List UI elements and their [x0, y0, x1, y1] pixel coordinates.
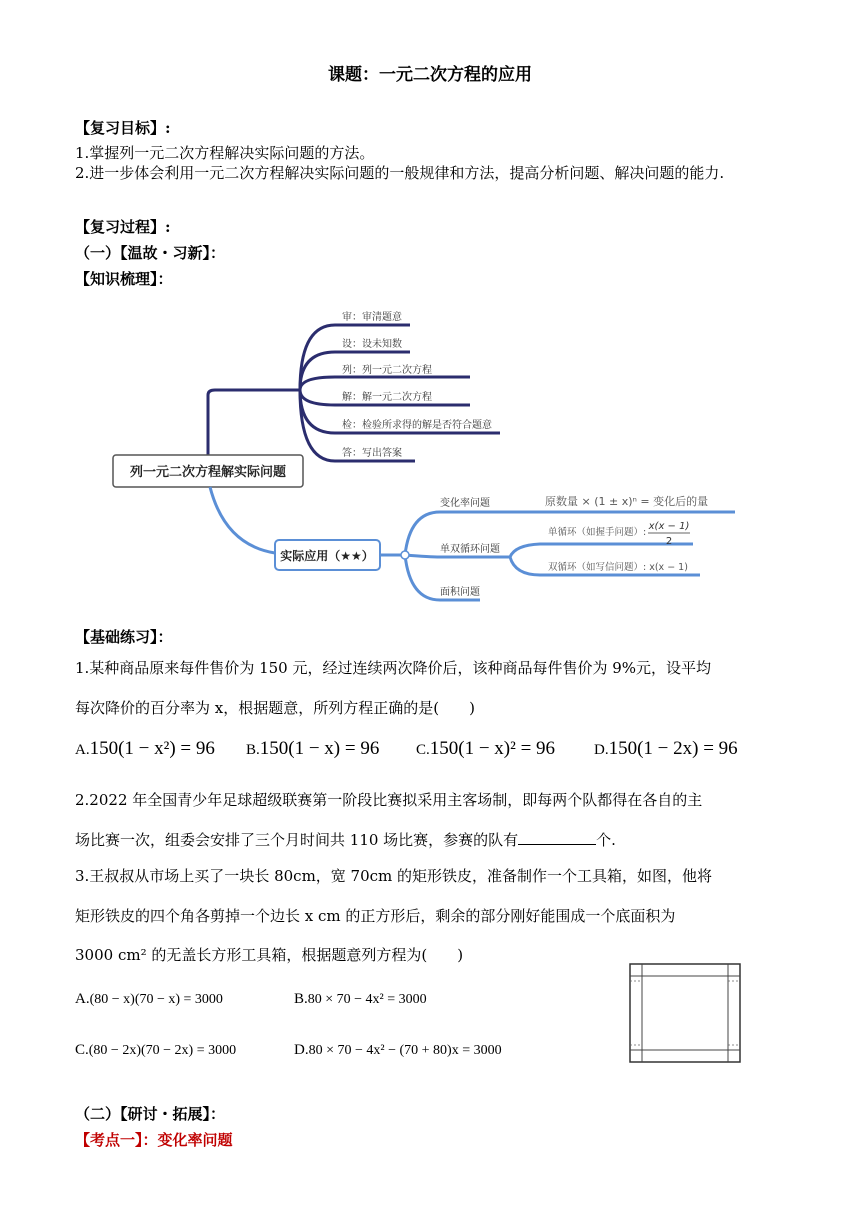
mindmap-root-label: 列一元二次方程解实际问题 [129, 465, 287, 480]
q1-option-d[interactable] [594, 738, 738, 760]
mindmap [0, 295, 860, 615]
q3-text-1: 3.王叔叔从市场上买了一块长 80cm，宽 70cm 的矩形铁皮，准备制作一个工具箱，如图，他将 [75, 867, 713, 885]
q1-option-b-expr: 150(1 − x) = 96 [259, 738, 380, 759]
q3-option-a-label: A. [75, 991, 90, 1007]
q1-option-c[interactable] [416, 738, 555, 760]
q3-option-d-expr: 80 × 70 − 4x² − (70 + 80)x = 3000 [308, 1043, 502, 1058]
mindmap-single-loop-label: 单循环（如握手问题）: [548, 527, 647, 538]
review-goal-heading: 【复习目标】: [75, 119, 171, 137]
q1-option-a[interactable] [75, 738, 215, 760]
q3-option-a[interactable] [75, 989, 223, 1008]
mindmap-branch-area: 面积问题 [440, 587, 480, 598]
kaodian-1: 【考点一】：变化率问题 [75, 1131, 233, 1149]
mindmap-step-lie: 列：列一元二次方程 [342, 365, 432, 376]
goal-1: 1.掌握列一元二次方程解决实际问题的方法。 [75, 144, 375, 162]
knowledge-heading: 【知识梳理】： [75, 270, 173, 288]
goal-2: 2.进一步体会利用一元二次方程解决实际问题的一般规律和方法，提高分析问题、解决问题的能力. [75, 164, 725, 182]
q3-option-a-expr: (80 − x)(70 − x) = 3000 [89, 992, 223, 1007]
mindmap-branch-loop: 单双循环问题 [440, 544, 500, 555]
q1-option-d-expr: 150(1 − 2x) = 96 [608, 738, 738, 759]
mindmap-step-she: 设：设未知数 [342, 339, 402, 350]
q1-text-2: 每次降价的百分率为 x，根据题意，所列方程正确的是( ) [75, 699, 475, 717]
q2-text-1: 2.2022 年全国青少年足球超级联赛第一阶段比赛拟采用主客场制，即每两个队都得在各自的主 [75, 791, 703, 809]
q3-option-d[interactable] [294, 1040, 502, 1059]
q1-option-d-label: D. [594, 742, 609, 758]
mindmap-step-da: 答：写出答案 [342, 448, 402, 459]
q2-text-2 [75, 828, 616, 850]
q3-option-c[interactable] [75, 1040, 236, 1059]
q1-option-a-expr: 150(1 − x²) = 96 [89, 738, 215, 759]
q3-option-b[interactable] [294, 989, 427, 1008]
q2-text-2a: 场比赛一次，组委会安排了三个月时间共 110 场比赛，参赛的队有 [75, 831, 519, 849]
basic-heading: 【基础练习】： [75, 628, 173, 646]
q1-option-c-label: C. [416, 742, 430, 758]
mindmap-step-jian: 检：检验所求得的解是否符合题意 [342, 420, 492, 431]
q1-option-c-expr: 150(1 − x)² = 96 [429, 738, 556, 759]
mindmap-single-loop-denominator: 2 [665, 536, 673, 547]
mindmap-step-jie: 解：解一元二次方程 [342, 392, 432, 403]
mindmap-application-label: 实际应用（★★） [280, 549, 374, 563]
section1-heading: （一）【温故・习新】： [75, 244, 226, 262]
q3-option-d-label: D. [294, 1042, 309, 1058]
q1-text-1: 1.某种商品原来每件售价为 150 元，经过连续两次降价后，该种商品每件售价为 9%元，设平均 [75, 659, 712, 677]
q3-text-2: 矩形铁皮的四个角各剪掉一个边长 x cm 的正方形后，剩余的部分刚好能围成一个底面积为 [75, 907, 676, 925]
q3-option-c-expr: (80 − 2x)(70 − 2x) = 3000 [88, 1043, 237, 1058]
q3-figure [622, 958, 748, 1068]
q1-option-b[interactable] [246, 738, 379, 760]
q3-option-b-label: B. [294, 991, 308, 1007]
section2-heading: （二）【研讨・拓展】： [75, 1105, 226, 1123]
q2-answer-blank[interactable] [518, 828, 596, 845]
mindmap-single-loop-numerator: x(x − 1) [648, 521, 690, 532]
mindmap-step-shen: 审：审清题意 [342, 312, 402, 323]
q1-option-b-label: B. [246, 742, 260, 758]
review-process-heading: 【复习过程】: [75, 218, 171, 236]
q3-text-3: 3000 cm² 的无盖长方形工具箱，根据题意列方程为( ) [75, 946, 464, 964]
page-title: 课题：一元二次方程的应用 [328, 65, 532, 85]
q3-option-b-expr: 80 × 70 − 4x² = 3000 [307, 992, 427, 1007]
q2-text-2b: 个. [596, 831, 616, 849]
mindmap-branch-rate: 变化率问题 [440, 498, 490, 509]
mindmap-double-loop: 双循环（如写信问题）: x(x − 1) [548, 562, 688, 573]
q3-option-c-label: C. [75, 1042, 89, 1058]
mindmap-rate-formula: 原数量 × (1 ± x)ⁿ = 变化后的量 [545, 495, 709, 508]
q1-option-a-label: A. [75, 742, 90, 758]
